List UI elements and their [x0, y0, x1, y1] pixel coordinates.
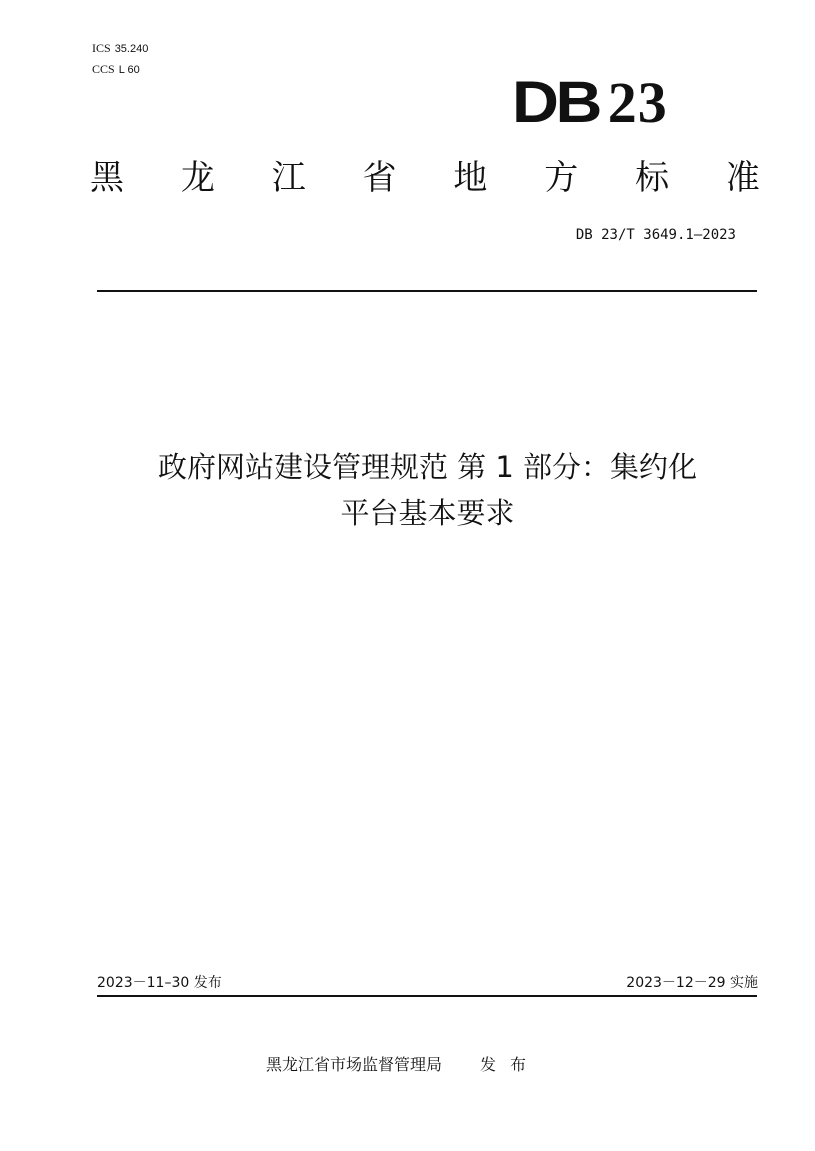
- standard-type-char: 黑: [90, 158, 124, 198]
- header-divider: [97, 290, 757, 292]
- standard-type-char: 龙: [180, 158, 215, 198]
- standard-number: DB 23/T 3649.1—2023: [575, 227, 736, 243]
- standard-type-char: 标: [635, 158, 670, 198]
- ics-code: 35.240: [114, 43, 149, 55]
- standard-type-char: 准: [725, 158, 760, 198]
- issuer-name: 黑龙江省市场监督管理局: [266, 1055, 443, 1074]
- release-date: 2023－11–30 发布: [97, 975, 222, 991]
- title-line-1: 政府网站建设管理规范 第 1 部分：集约化: [157, 450, 698, 484]
- implementation-date: 2023－12－29 实施: [626, 975, 758, 991]
- ics-label: ICS: [92, 41, 111, 55]
- ccs-code: L 60: [118, 64, 140, 76]
- standard-type-char: 地: [453, 158, 488, 198]
- db-logo-number: 23: [607, 70, 668, 135]
- issuer-action: 发布: [480, 1055, 541, 1074]
- standard-type-char: 方: [544, 158, 579, 198]
- ccs-classification: [92, 62, 140, 77]
- document-title: [60, 444, 795, 536]
- issuer-line: [266, 1055, 540, 1075]
- ccs-label: CCS: [92, 62, 115, 76]
- standard-type-heading: [90, 158, 760, 198]
- footer-divider: [97, 995, 757, 997]
- standard-type-char: 省: [362, 158, 397, 198]
- db-logo-letters: DB: [512, 70, 600, 135]
- title-line-2: 平台基本要求: [340, 496, 515, 530]
- db-logo: [512, 68, 668, 135]
- ics-classification: [92, 41, 148, 56]
- standard-type-char: 江: [271, 158, 306, 198]
